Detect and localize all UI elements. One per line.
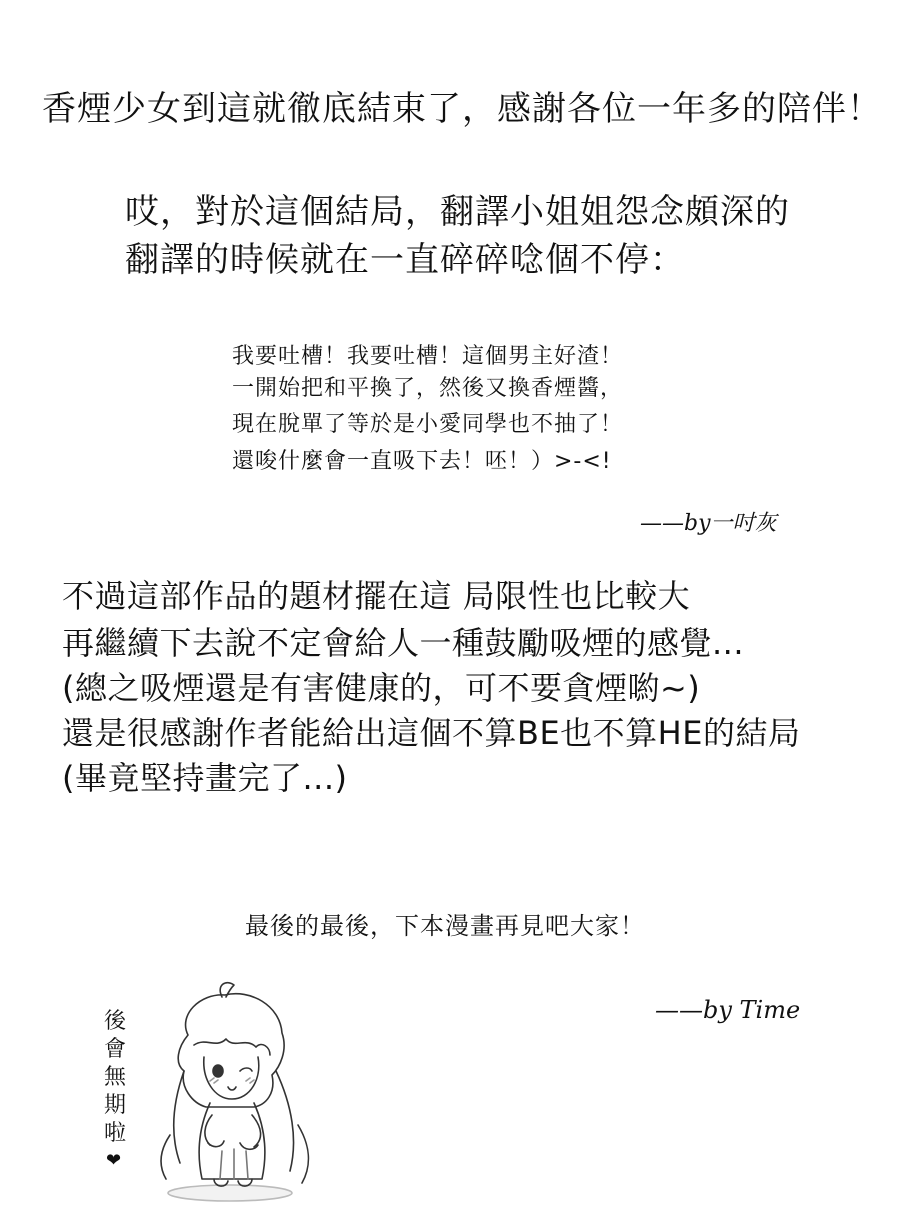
paragraph-line: (總之吸煙還是有害健康的，可不要貪煙喲~) bbox=[62, 669, 701, 707]
quote-line: 一開始把和平換了，然後又換香煙醬， bbox=[232, 376, 624, 401]
paragraph-line: 不過這部作品的題材擺在這 局限性也比較大 bbox=[62, 577, 691, 615]
vertical-note: 後會無期啦 bbox=[103, 1009, 126, 1146]
chibi-illustration bbox=[130, 975, 330, 1205]
paragraph-line: 再繼續下去說不定會給人一種鼓勵吸煙的感覺... bbox=[62, 624, 745, 662]
paragraph-line: (畢竟堅持畫完了...) bbox=[62, 759, 348, 797]
signature-translator: ——by一吋灰 bbox=[640, 511, 777, 536]
paragraph-line: 翻譯的時候就在一直碎碎唸個不停： bbox=[125, 240, 685, 280]
paragraph-line: 還是很感謝作者能給出這個不算BE也不算HE的結局 bbox=[62, 714, 801, 752]
quote-line: 現在脫單了等於是小愛同學也不抽了！ bbox=[232, 412, 624, 437]
heart-icon: ❤ bbox=[106, 1150, 122, 1171]
quote-line: 我要吐槽！我要吐槽！這個男主好渣！ bbox=[232, 344, 624, 369]
heading-text: 香煙少女到這就徹底結束了，感謝各位一年多的陪伴！ bbox=[42, 89, 882, 129]
quote-line: 還唆什麼會一直吸下去！呸！）>-<! bbox=[232, 449, 612, 474]
farewell-text: 最後的最後，下本漫畫再見吧大家！ bbox=[245, 912, 645, 940]
signature-editor: ——by Time bbox=[655, 996, 801, 1024]
paragraph-line: 哎，對於這個結局，翻譯小姐姐怨念頗深的 bbox=[125, 192, 790, 232]
